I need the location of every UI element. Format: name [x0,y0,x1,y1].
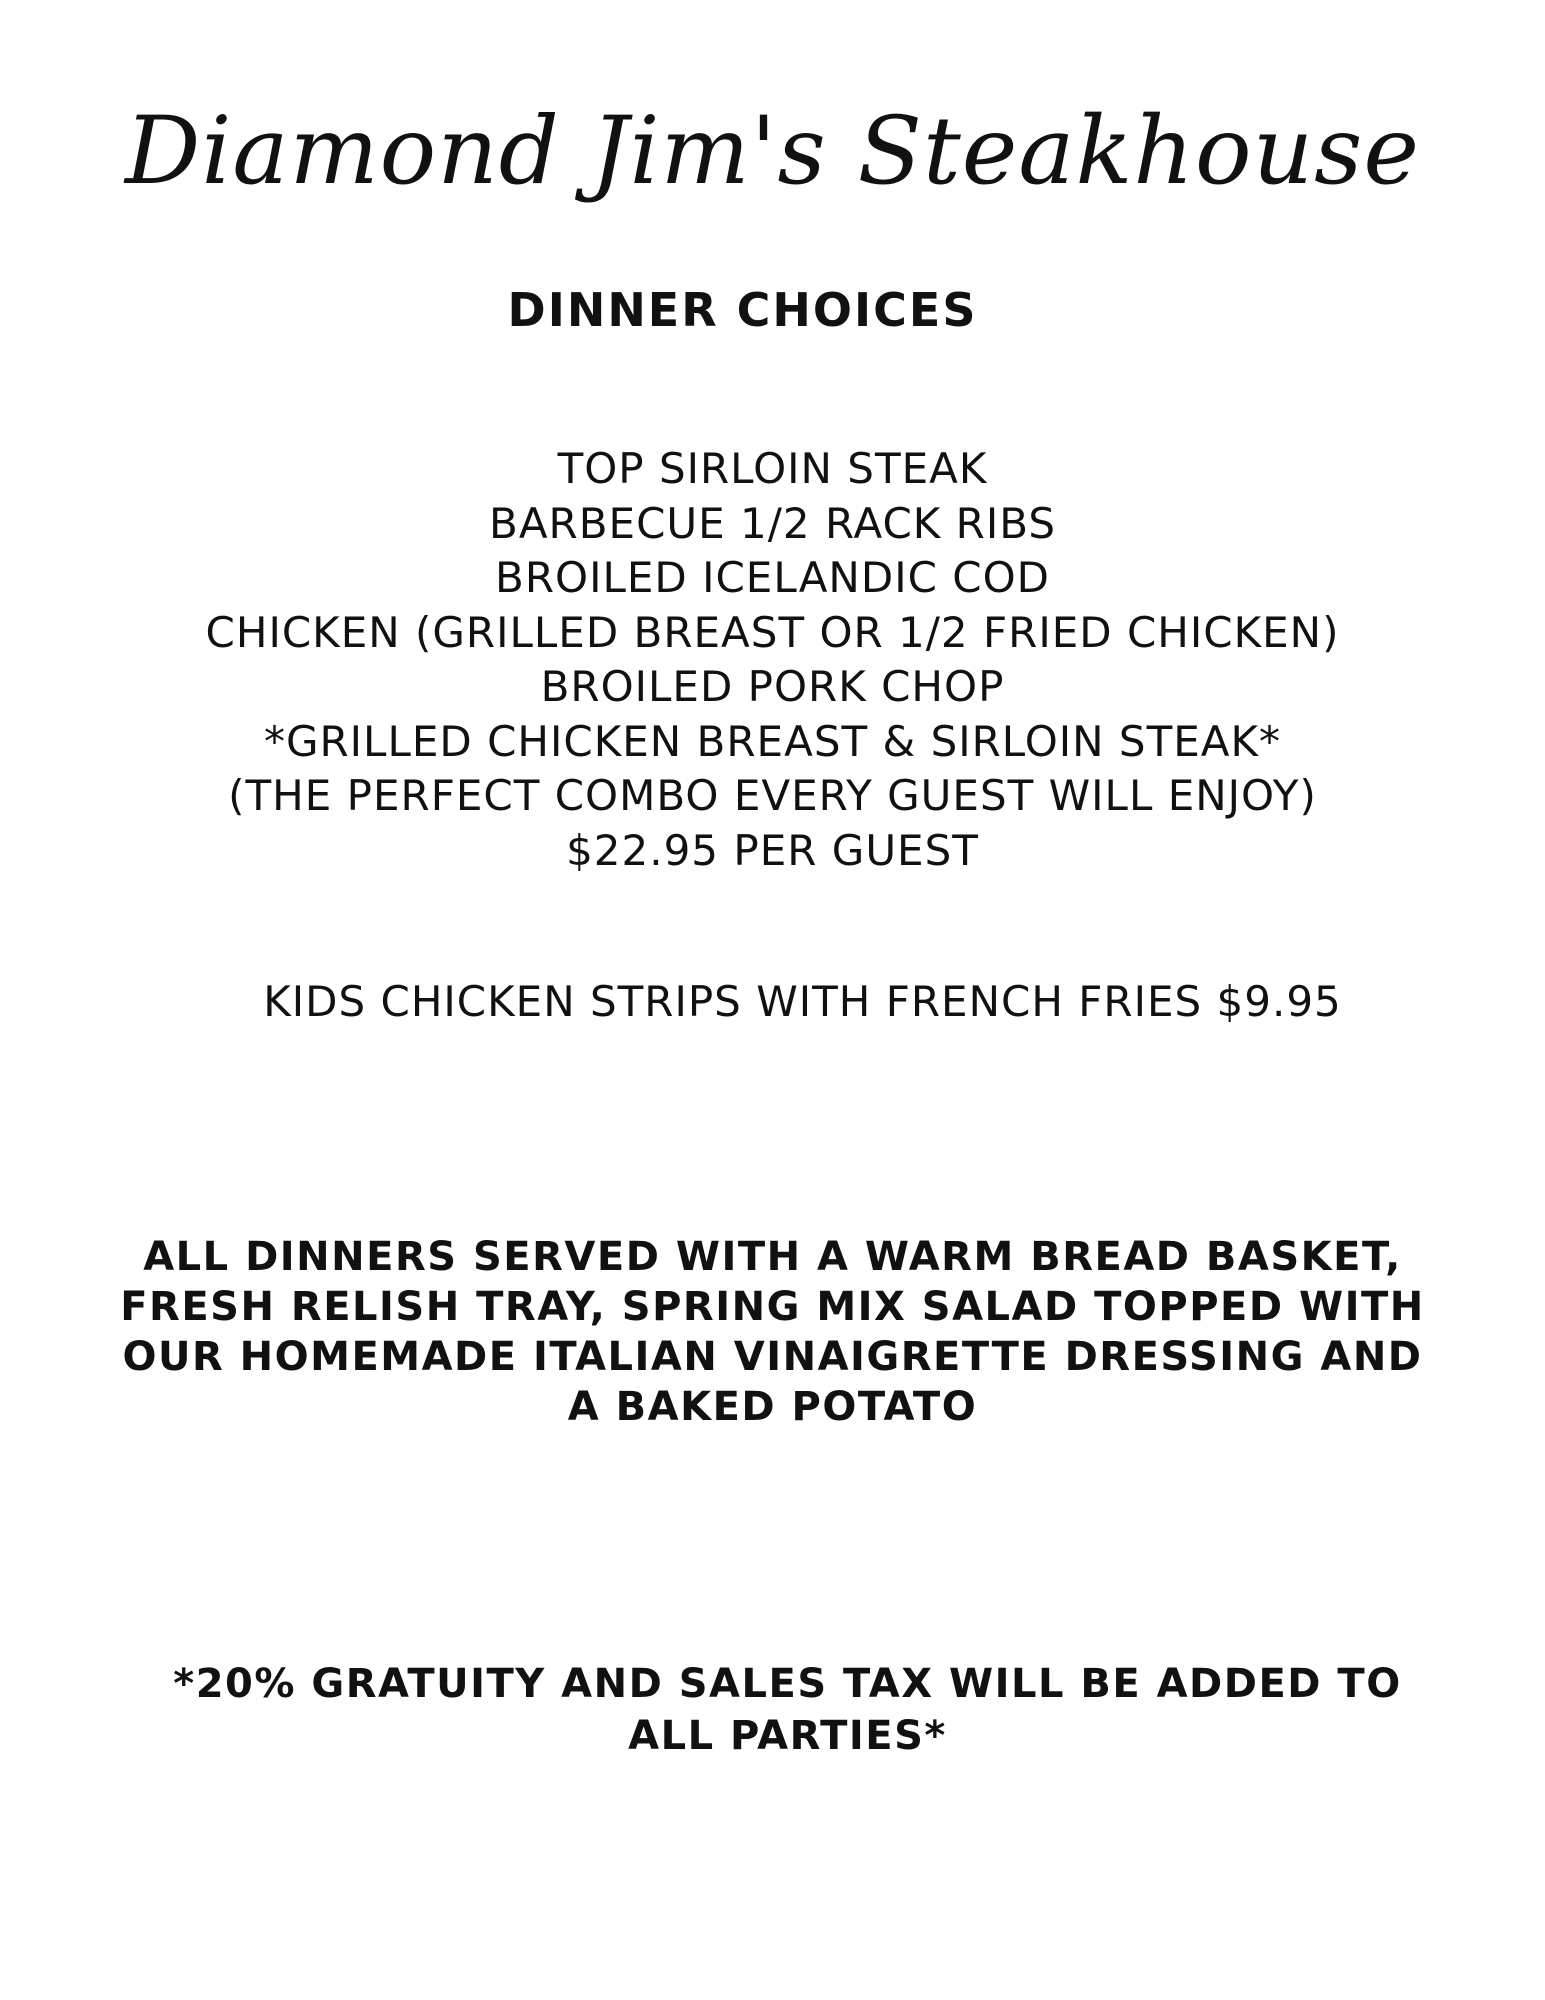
served-with-line: A BAKED POTATO [567,1384,978,1430]
served-with-line: OUR HOMEMADE ITALIAN VINAIGRETTE DRESSING AND [122,1334,1423,1380]
kids-menu-item: KIDS CHICKEN STRIPS WITH FRENCH FRIES $9.95 [263,977,1342,1026]
served-with-note [0,1232,1545,1432]
menu-item: BROILED PORK CHOP [540,662,1005,711]
menu-item: BROILED ICELANDIC COD [495,553,1050,602]
price-per-guest: $22.95 PER GUEST [566,825,979,875]
dinner-choices-list [0,442,1545,878]
served-with-line: ALL DINNERS SERVED WITH A WARM BREAD BASKET, [143,1234,1402,1280]
menu-item: *GRILLED CHICKEN BREAST & SIRLOIN STEAK* [263,716,1282,766]
served-with-line: FRESH RELISH TRAY, SPRING MIX SALAD TOPPED WITH [120,1284,1425,1330]
section-title: DINNER CHOICES [507,283,978,337]
gratuity-line: ALL PARTIES* [628,1713,947,1759]
menu-item: CHICKEN (GRILLED BREAST OR 1/2 FRIED CHICKEN) [205,607,1340,657]
restaurant-name: Diamond Jim's Steakhouse [125,97,1420,206]
menu-item: (THE PERFECT COMBO EVERY GUEST WILL ENJOY) [228,771,1317,820]
menu-item: TOP SIRLOIN STEAK [557,444,988,493]
menu-item: BARBECUE 1/2 RACK RIBS [489,498,1056,548]
gratuity-notice [0,1658,1545,1762]
gratuity-line: *20% GRATUITY AND SALES TAX WILL BE ADDED TO [173,1661,1402,1707]
